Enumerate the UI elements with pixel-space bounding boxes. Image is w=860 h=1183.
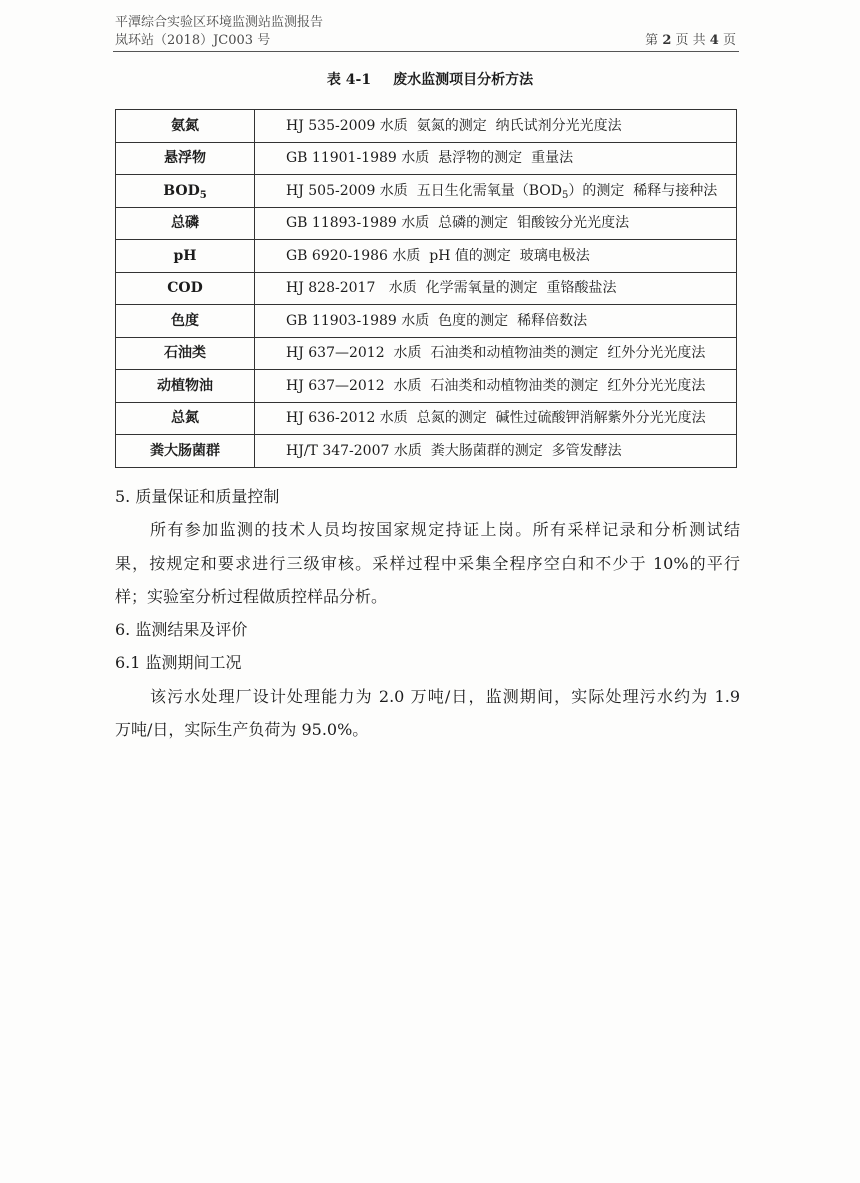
method-text: HJ 505-2009 水质 五日生化需氧量（BOD bbox=[286, 182, 562, 199]
page-label-pre: 第 bbox=[645, 33, 659, 48]
method-cell: GB 6920-1986 水质 pH 值的测定 玻璃电极法 bbox=[255, 240, 737, 273]
body-text bbox=[115, 480, 740, 746]
item-cell: 动植物油 bbox=[116, 370, 255, 403]
item-subscript: 5 bbox=[199, 189, 207, 201]
table-caption-title: 废水监测项目分析方法 bbox=[393, 72, 534, 88]
table-caption-number: 表 4-1 bbox=[326, 72, 372, 88]
item-cell: 石油类 bbox=[116, 337, 255, 370]
item-cell: 总氮 bbox=[116, 402, 255, 435]
table-row bbox=[116, 142, 737, 175]
section-heading: 6. 监测结果及评价 bbox=[115, 620, 248, 640]
analysis-methods-table bbox=[115, 109, 737, 468]
table-row bbox=[116, 370, 737, 403]
page-label-mid: 页 共 bbox=[675, 33, 706, 48]
method-subscript: 5 bbox=[561, 189, 569, 201]
section-heading: 5. 质量保证和质量控制 bbox=[115, 487, 280, 506]
page-label-post: 页 bbox=[722, 33, 736, 48]
table-row bbox=[116, 435, 737, 468]
header-divider bbox=[113, 51, 739, 52]
paragraph-line: 样；实验室分析过程做质控样品分析。 bbox=[115, 586, 388, 606]
method-cell: GB 11893-1989 水质 总磷的测定 钼酸铵分光光度法 bbox=[255, 207, 737, 240]
item-cell: COD bbox=[116, 272, 255, 305]
paragraph-line: 所有参加监测的技术人员均按国家规定持证上岗。所有采样记录和分析测试结 bbox=[150, 520, 740, 540]
header-report-no: 岚环站（2018）JC003 号 bbox=[115, 33, 271, 48]
table-row bbox=[116, 240, 737, 273]
table-row bbox=[116, 175, 737, 208]
method-cell: HJ 828-2017 水质 化学需氧量的测定 重铬酸盐法 bbox=[255, 272, 737, 305]
table-row bbox=[116, 207, 737, 240]
header-page-info bbox=[645, 33, 736, 49]
paragraph-line: 果，按规定和要求进行三级审核。采样过程中采集全程序空白和不少于 10%的平行 bbox=[115, 553, 740, 573]
method-cell: GB 11903-1989 水质 色度的测定 稀释倍数法 bbox=[255, 305, 737, 338]
table-row bbox=[116, 110, 737, 143]
method-text-post: ）的测定 稀释与接种法 bbox=[568, 182, 718, 199]
paragraph-line: 该污水处理厂设计处理能力为 2.0 万吨/日，监测期间，实际处理污水约为 1.9 bbox=[150, 686, 740, 706]
table-row bbox=[116, 305, 737, 338]
item-cell: 色度 bbox=[116, 305, 255, 338]
method-cell: HJ 637—2012 水质 石油类和动植物油类的测定 红外分光光度法 bbox=[255, 337, 737, 370]
item-cell bbox=[116, 175, 255, 208]
header-org: 平潭综合实验区环境监测站监测报告 bbox=[115, 15, 324, 30]
table-caption bbox=[0, 70, 860, 90]
page-total: 4 bbox=[709, 33, 719, 48]
item-cell: 粪大肠菌群 bbox=[116, 435, 255, 468]
method-cell: HJ 636-2012 水质 总氮的测定 碱性过硫酸钾消解紫外分光光度法 bbox=[255, 402, 737, 435]
table-row bbox=[116, 402, 737, 435]
page-current: 2 bbox=[662, 33, 672, 48]
paragraph-line: 万吨/日，实际生产负荷为 95.0%。 bbox=[115, 720, 369, 740]
table-row bbox=[116, 337, 737, 370]
method-cell: HJ 637—2012 水质 石油类和动植物油类的测定 红外分光光度法 bbox=[255, 370, 737, 403]
item-cell: 总磷 bbox=[116, 207, 255, 240]
method-cell: HJ/T 347-2007 水质 粪大肠菌群的测定 多管发酵法 bbox=[255, 435, 737, 468]
item-cell: 氨氮 bbox=[116, 110, 255, 143]
item-cell: 悬浮物 bbox=[116, 142, 255, 175]
method-cell: GB 11901-1989 水质 悬浮物的测定 重量法 bbox=[255, 142, 737, 175]
item-text: BOD bbox=[163, 182, 200, 199]
item-cell: pH bbox=[116, 240, 255, 273]
table-row bbox=[116, 272, 737, 305]
method-cell: HJ 535-2009 水质 氨氮的测定 纳氏试剂分光光度法 bbox=[255, 110, 737, 143]
subsection-heading: 6.1 监测期间工况 bbox=[115, 653, 242, 673]
method-cell bbox=[255, 175, 737, 208]
